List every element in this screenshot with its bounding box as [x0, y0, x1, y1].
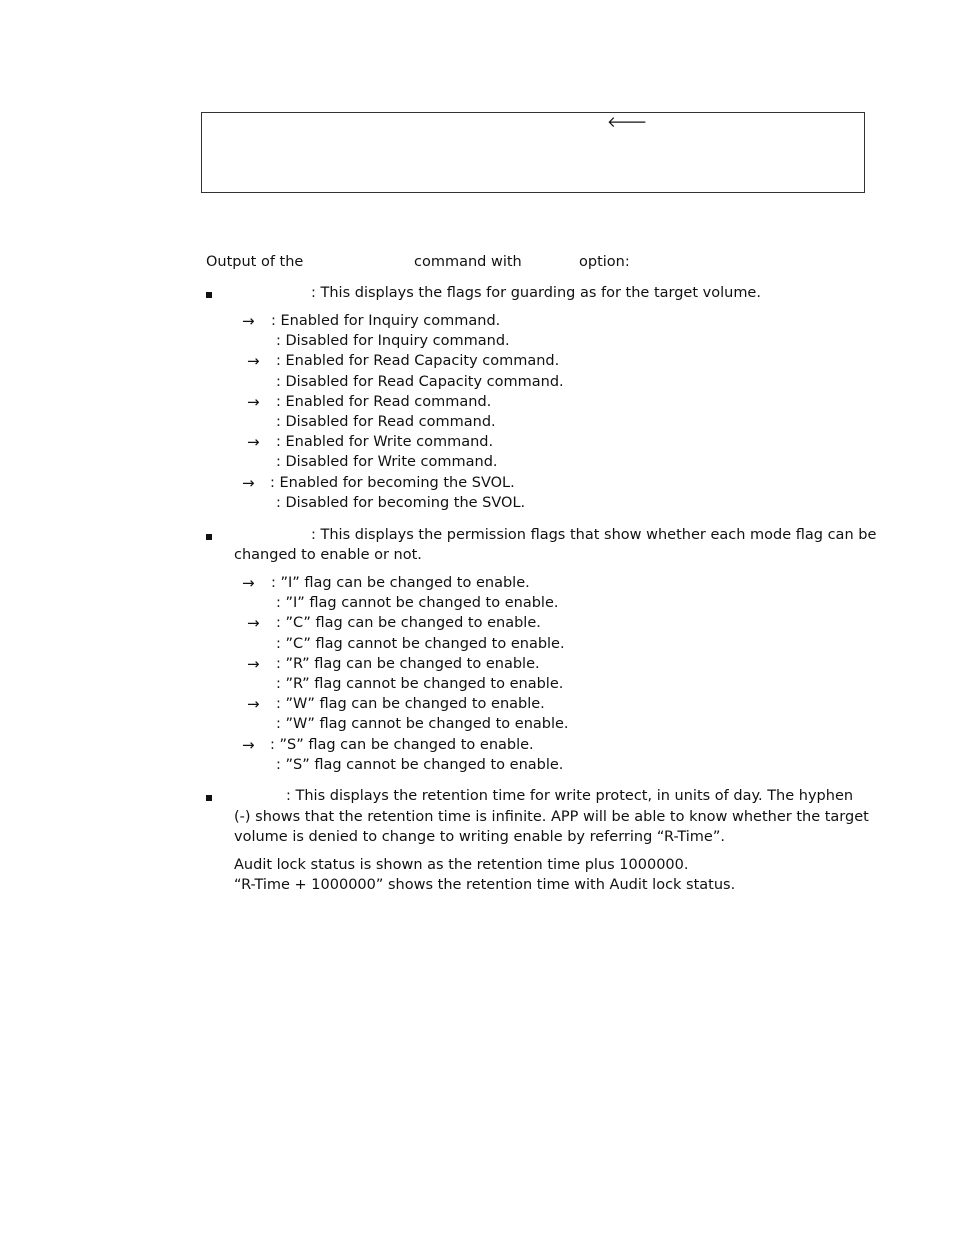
right-arrow-icon: →: [247, 352, 260, 371]
permission-flags-description-line2: changed to enable or not.: [234, 547, 422, 563]
mode-flags-description: : This displays the flags for guarding as for the target volume.: [311, 285, 761, 301]
flag-disabled-item: : Disabled for becoming the SVOL.: [276, 494, 526, 511]
intro-text-2: command with: [414, 254, 522, 270]
flag-enabled-item: : ”I” flag can be changed to enable.: [271, 575, 530, 591]
audit-lock-note-line2: “R-Time + 1000000” shows the retention time with Audit lock status.: [234, 877, 736, 893]
audit-lock-note-line1: Audit lock status is shown as the retention time plus 1000000.: [234, 857, 689, 873]
flag-disabled-item: : ”I” flag cannot be changed to enable.: [276, 595, 559, 612]
flag-enabled-item: : ”S” flag can be changed to enable.: [270, 736, 534, 753]
bullet-icon: [206, 534, 212, 540]
right-arrow-icon: →: [247, 392, 260, 411]
flag-disabled-item: : ”C” flag cannot be changed to enable.: [276, 635, 565, 652]
flag-enabled-item: : Enabled for Read Capacity command.: [276, 353, 560, 370]
left-arrow-icon: 🡐: [607, 113, 648, 131]
flag-disabled-item: : Disabled for Inquiry command.: [276, 333, 510, 350]
flag-enabled-item: : Enabled for Read command.: [276, 393, 492, 410]
flag-enabled-item: : Enabled for becoming the SVOL.: [270, 474, 515, 491]
right-arrow-icon: →: [247, 614, 260, 633]
right-arrow-icon: →: [242, 735, 255, 754]
flag-disabled-item: : Disabled for Read command.: [276, 414, 496, 430]
permission-flags-description-line1: : This displays the permission flags that show whether each mode flag can be: [311, 527, 877, 543]
bullet-icon: [206, 795, 212, 801]
flag-disabled-item: : ”R” flag cannot be changed to enable.: [276, 676, 564, 692]
flag-enabled-item: : ”R” flag can be changed to enable.: [276, 655, 540, 672]
command-box: [201, 112, 865, 193]
bullet-icon: [206, 292, 212, 298]
flag-disabled-item: : Disabled for Write command.: [276, 454, 498, 471]
intro-text-3: option:: [579, 254, 630, 270]
right-arrow-icon: →: [247, 654, 260, 673]
right-arrow-icon: →: [242, 574, 255, 592]
flag-disabled-item: : ”W” flag cannot be changed to enable.: [276, 716, 569, 733]
retention-description-line2: (-) shows that the retention time is infinite. APP will be able to know whether the target: [234, 809, 869, 825]
flag-disabled-item: : ”S” flag cannot be changed to enable.: [276, 756, 564, 773]
flag-enabled-item: : ”C” flag can be changed to enable.: [276, 615, 541, 632]
right-arrow-icon: →: [247, 433, 260, 452]
flag-enabled-item: : ”W” flag can be changed to enable.: [276, 696, 545, 713]
flag-disabled-item: : Disabled for Read Capacity command.: [276, 373, 564, 390]
flag-enabled-item: : Enabled for Write command.: [276, 434, 494, 451]
intro-text-1: Output of the: [206, 254, 304, 270]
right-arrow-icon: →: [247, 695, 260, 714]
retention-description-line3: volume is denied to change to writing enable by referring “R-Time”.: [234, 829, 725, 845]
flag-enabled-item: : Enabled for Inquiry command.: [271, 313, 501, 329]
right-arrow-icon: →: [242, 473, 255, 492]
right-arrow-icon: →: [242, 312, 255, 330]
retention-description-line1: : This displays the retention time for write protect, in units of day. The hyphen: [286, 788, 854, 804]
